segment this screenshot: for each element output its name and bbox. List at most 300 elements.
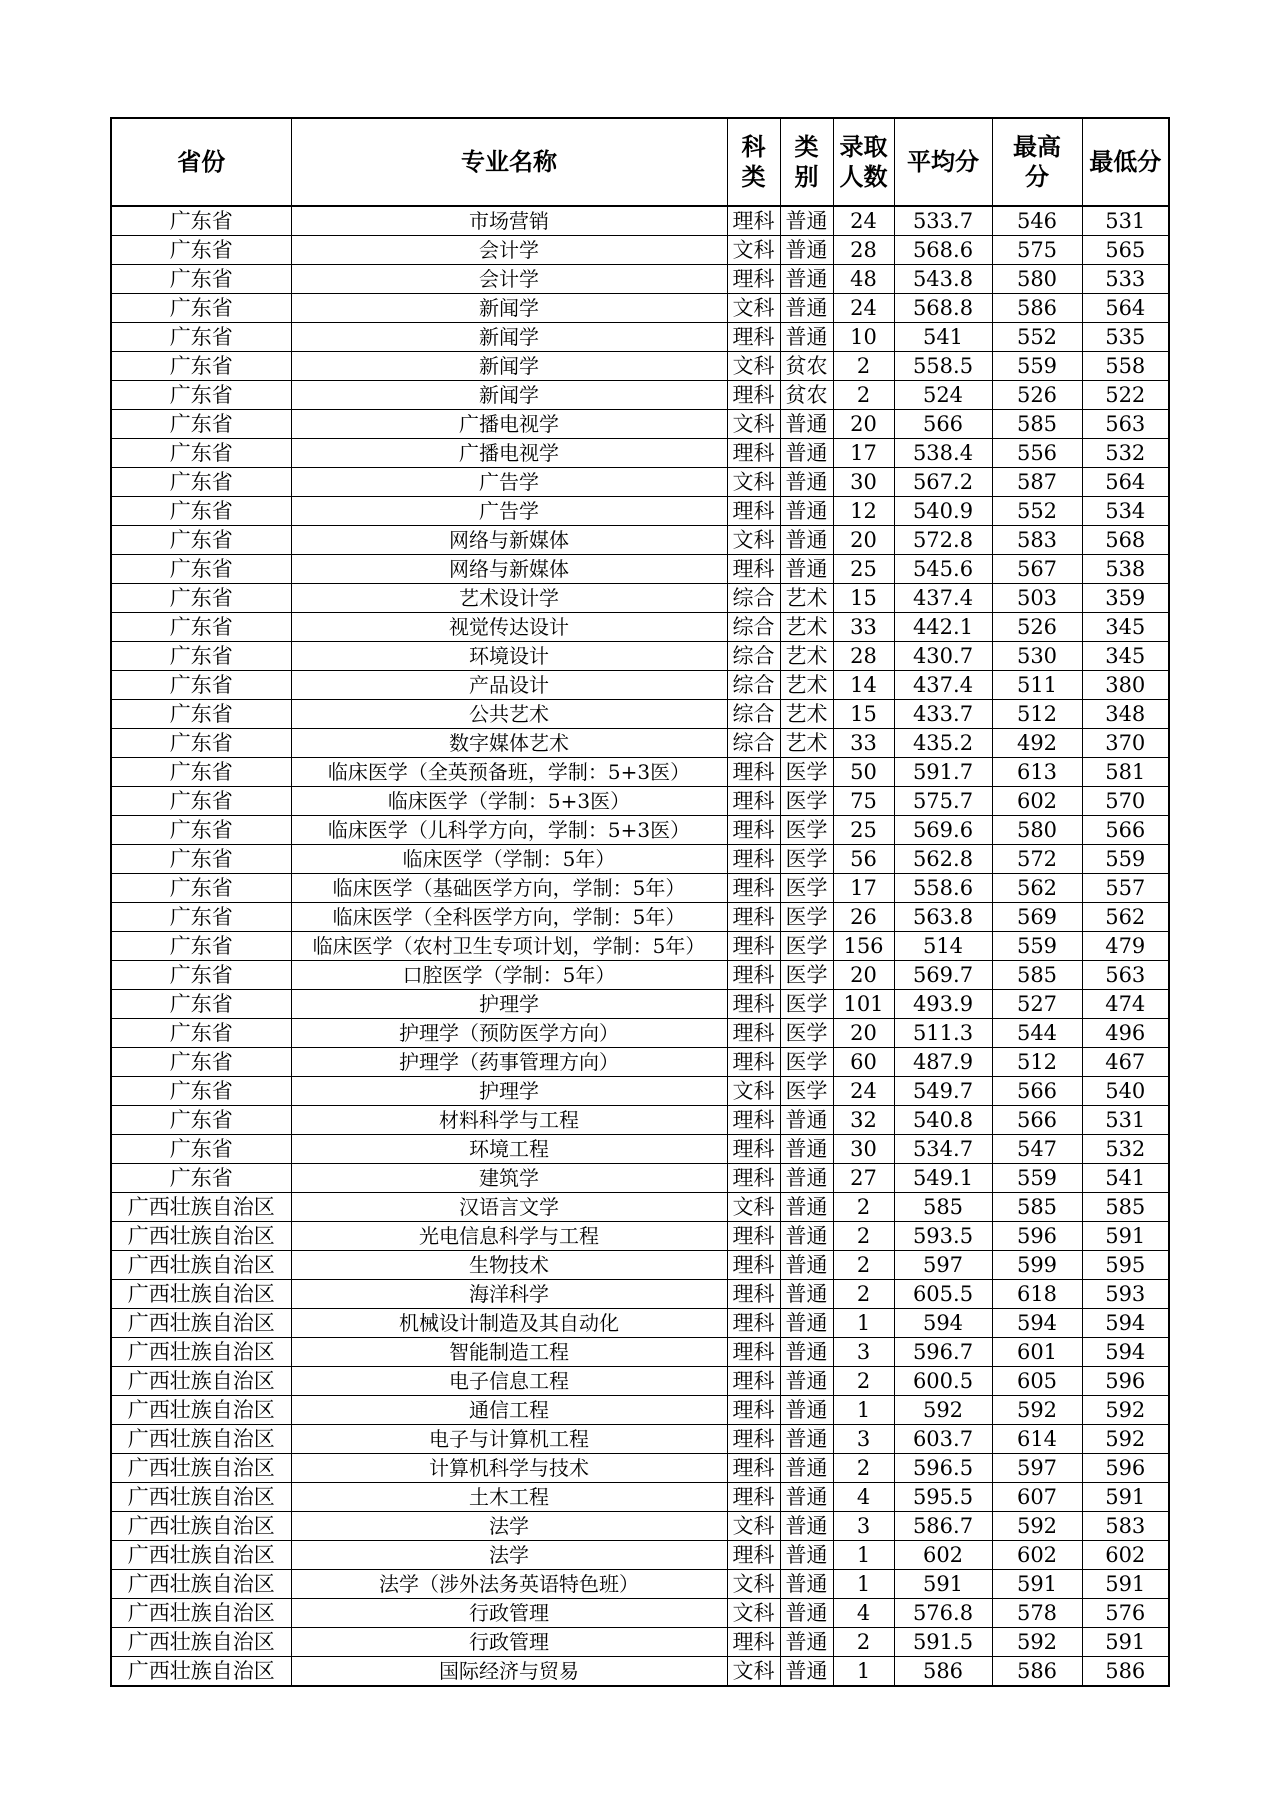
- cell-category: 艺术: [780, 613, 833, 642]
- cell-average-score: 558.6: [894, 874, 992, 903]
- cell-min-score: 540: [1082, 1077, 1169, 1106]
- cell-province: 广西壮族自治区: [111, 1193, 291, 1222]
- cell-province: 广东省: [111, 700, 291, 729]
- cell-major: 电子信息工程: [291, 1367, 727, 1396]
- cell-category: 贫农: [780, 381, 833, 410]
- cell-subject: 理科: [727, 1280, 780, 1309]
- cell-major: 临床医学（儿科学方向，学制：5+3医）: [291, 816, 727, 845]
- cell-average-score: 442.1: [894, 613, 992, 642]
- cell-major: 艺术设计学: [291, 584, 727, 613]
- cell-average-score: 540.8: [894, 1106, 992, 1135]
- cell-subject: 理科: [727, 961, 780, 990]
- cell-enrollment: 26: [833, 903, 894, 932]
- cell-major: 临床医学（学制：5年）: [291, 845, 727, 874]
- table-row: [111, 1483, 1169, 1512]
- cell-subject: 理科: [727, 1425, 780, 1454]
- cell-subject: 理科: [727, 1106, 780, 1135]
- cell-average-score: 596.5: [894, 1454, 992, 1483]
- cell-average-score: 569.7: [894, 961, 992, 990]
- cell-major: 生物技术: [291, 1251, 727, 1280]
- cell-enrollment: 28: [833, 642, 894, 671]
- cell-enrollment: 24: [833, 294, 894, 323]
- cell-subject: 理科: [727, 1309, 780, 1338]
- header-province: 省份: [111, 118, 291, 206]
- table-row: [111, 961, 1169, 990]
- header-min-score: 最低分: [1082, 118, 1169, 206]
- cell-min-score: 562: [1082, 903, 1169, 932]
- cell-enrollment: 17: [833, 439, 894, 468]
- cell-min-score: 566: [1082, 816, 1169, 845]
- cell-subject: 理科: [727, 1338, 780, 1367]
- cell-province: 广东省: [111, 265, 291, 294]
- cell-subject: 理科: [727, 323, 780, 352]
- table-row: [111, 1280, 1169, 1309]
- cell-province: 广东省: [111, 323, 291, 352]
- cell-category: 医学: [780, 845, 833, 874]
- cell-min-score: 345: [1082, 642, 1169, 671]
- cell-category: 普通: [780, 1657, 833, 1687]
- table-row: [111, 1164, 1169, 1193]
- cell-subject: 理科: [727, 439, 780, 468]
- cell-min-score: 591: [1082, 1483, 1169, 1512]
- cell-average-score: 585: [894, 1193, 992, 1222]
- cell-major: 产品设计: [291, 671, 727, 700]
- cell-category: 普通: [780, 236, 833, 265]
- cell-category: 普通: [780, 1454, 833, 1483]
- cell-category: 贫农: [780, 352, 833, 381]
- cell-enrollment: 25: [833, 555, 894, 584]
- cell-major: 市场营销: [291, 206, 727, 236]
- cell-max-score: 556: [992, 439, 1082, 468]
- cell-major: 新闻学: [291, 294, 727, 323]
- cell-major: 临床医学（全英预备班，学制：5+3医）: [291, 758, 727, 787]
- cell-province: 广东省: [111, 410, 291, 439]
- cell-major: 数字媒体艺术: [291, 729, 727, 758]
- cell-category: 普通: [780, 294, 833, 323]
- table-row: [111, 323, 1169, 352]
- cell-max-score: 562: [992, 874, 1082, 903]
- table-row: [111, 1251, 1169, 1280]
- cell-max-score: 547: [992, 1135, 1082, 1164]
- cell-subject: 理科: [727, 787, 780, 816]
- table-row: [111, 1541, 1169, 1570]
- header-subject: 科 类: [727, 118, 780, 206]
- cell-enrollment: 30: [833, 468, 894, 497]
- table-row: [111, 1106, 1169, 1135]
- cell-major: 法学: [291, 1541, 727, 1570]
- cell-province: 广东省: [111, 1135, 291, 1164]
- cell-average-score: 593.5: [894, 1222, 992, 1251]
- cell-average-score: 543.8: [894, 265, 992, 294]
- cell-category: 普通: [780, 1251, 833, 1280]
- cell-enrollment: 2: [833, 381, 894, 410]
- cell-min-score: 564: [1082, 468, 1169, 497]
- cell-average-score: 568.8: [894, 294, 992, 323]
- cell-major: 法学: [291, 1512, 727, 1541]
- cell-province: 广东省: [111, 439, 291, 468]
- cell-major: 环境设计: [291, 642, 727, 671]
- cell-province: 广东省: [111, 1106, 291, 1135]
- cell-major: 建筑学: [291, 1164, 727, 1193]
- table-row: [111, 265, 1169, 294]
- cell-average-score: 545.6: [894, 555, 992, 584]
- cell-province: 广东省: [111, 381, 291, 410]
- table-row: [111, 410, 1169, 439]
- cell-max-score: 580: [992, 816, 1082, 845]
- cell-subject: 理科: [727, 845, 780, 874]
- cell-min-score: 535: [1082, 323, 1169, 352]
- cell-province: 广西壮族自治区: [111, 1483, 291, 1512]
- cell-province: 广西壮族自治区: [111, 1657, 291, 1687]
- cell-subject: 理科: [727, 874, 780, 903]
- cell-subject: 理科: [727, 206, 780, 236]
- cell-average-score: 569.6: [894, 816, 992, 845]
- cell-category: 普通: [780, 1628, 833, 1657]
- cell-min-score: 576: [1082, 1599, 1169, 1628]
- cell-category: 医学: [780, 990, 833, 1019]
- cell-average-score: 586: [894, 1657, 992, 1687]
- table-row: [111, 1628, 1169, 1657]
- cell-category: 普通: [780, 1338, 833, 1367]
- cell-average-score: 533.7: [894, 206, 992, 236]
- cell-subject: 理科: [727, 1048, 780, 1077]
- cell-enrollment: 30: [833, 1135, 894, 1164]
- cell-min-score: 380: [1082, 671, 1169, 700]
- cell-max-score: 597: [992, 1454, 1082, 1483]
- cell-max-score: 530: [992, 642, 1082, 671]
- cell-major: 汉语言文学: [291, 1193, 727, 1222]
- cell-province: 广西壮族自治区: [111, 1425, 291, 1454]
- cell-max-score: 602: [992, 787, 1082, 816]
- cell-category: 医学: [780, 874, 833, 903]
- cell-province: 广东省: [111, 990, 291, 1019]
- cell-subject: 理科: [727, 1164, 780, 1193]
- cell-subject: 文科: [727, 410, 780, 439]
- cell-max-score: 596: [992, 1222, 1082, 1251]
- cell-average-score: 435.2: [894, 729, 992, 758]
- cell-major: 行政管理: [291, 1628, 727, 1657]
- cell-category: 普通: [780, 206, 833, 236]
- table-row: [111, 497, 1169, 526]
- cell-max-score: 572: [992, 845, 1082, 874]
- cell-min-score: 474: [1082, 990, 1169, 1019]
- cell-max-score: 546: [992, 206, 1082, 236]
- cell-major: 临床医学（全科医学方向，学制：5年）: [291, 903, 727, 932]
- cell-subject: 理科: [727, 381, 780, 410]
- cell-enrollment: 20: [833, 526, 894, 555]
- cell-subject: 文科: [727, 1570, 780, 1599]
- cell-subject: 理科: [727, 990, 780, 1019]
- cell-average-score: 576.8: [894, 1599, 992, 1628]
- cell-category: 艺术: [780, 671, 833, 700]
- cell-province: 广东省: [111, 729, 291, 758]
- cell-category: 医学: [780, 903, 833, 932]
- cell-average-score: 594: [894, 1309, 992, 1338]
- table-row: [111, 1599, 1169, 1628]
- cell-province: 广西壮族自治区: [111, 1280, 291, 1309]
- cell-province: 广东省: [111, 555, 291, 584]
- cell-major: 行政管理: [291, 1599, 727, 1628]
- cell-min-score: 538: [1082, 555, 1169, 584]
- cell-min-score: 467: [1082, 1048, 1169, 1077]
- cell-enrollment: 2: [833, 1251, 894, 1280]
- cell-major: 视觉传达设计: [291, 613, 727, 642]
- cell-average-score: 558.5: [894, 352, 992, 381]
- cell-min-score: 564: [1082, 294, 1169, 323]
- cell-average-score: 603.7: [894, 1425, 992, 1454]
- cell-province: 广东省: [111, 1048, 291, 1077]
- cell-category: 普通: [780, 1135, 833, 1164]
- cell-min-score: 596: [1082, 1454, 1169, 1483]
- cell-max-score: 592: [992, 1628, 1082, 1657]
- cell-average-score: 433.7: [894, 700, 992, 729]
- cell-average-score: 605.5: [894, 1280, 992, 1309]
- cell-average-score: 524: [894, 381, 992, 410]
- cell-max-score: 592: [992, 1512, 1082, 1541]
- cell-max-score: 566: [992, 1106, 1082, 1135]
- cell-category: 普通: [780, 1106, 833, 1135]
- cell-average-score: 540.9: [894, 497, 992, 526]
- cell-enrollment: 1: [833, 1657, 894, 1687]
- cell-province: 广东省: [111, 206, 291, 236]
- cell-major: 广播电视学: [291, 439, 727, 468]
- cell-enrollment: 3: [833, 1512, 894, 1541]
- header-average-score: 平均分: [894, 118, 992, 206]
- cell-enrollment: 3: [833, 1425, 894, 1454]
- cell-province: 广东省: [111, 497, 291, 526]
- cell-min-score: 532: [1082, 439, 1169, 468]
- cell-category: 普通: [780, 497, 833, 526]
- cell-subject: 理科: [727, 555, 780, 584]
- cell-subject: 文科: [727, 294, 780, 323]
- cell-min-score: 602: [1082, 1541, 1169, 1570]
- cell-min-score: 594: [1082, 1338, 1169, 1367]
- cell-max-score: 587: [992, 468, 1082, 497]
- cell-subject: 理科: [727, 1367, 780, 1396]
- table-row: [111, 206, 1169, 236]
- cell-max-score: 614: [992, 1425, 1082, 1454]
- cell-max-score: 586: [992, 294, 1082, 323]
- cell-enrollment: 10: [833, 323, 894, 352]
- cell-min-score: 479: [1082, 932, 1169, 961]
- cell-average-score: 572.8: [894, 526, 992, 555]
- cell-max-score: 527: [992, 990, 1082, 1019]
- cell-province: 广东省: [111, 932, 291, 961]
- cell-max-score: 575: [992, 236, 1082, 265]
- cell-province: 广东省: [111, 787, 291, 816]
- cell-province: 广东省: [111, 671, 291, 700]
- cell-min-score: 595: [1082, 1251, 1169, 1280]
- cell-max-score: 618: [992, 1280, 1082, 1309]
- cell-category: 普通: [780, 1280, 833, 1309]
- cell-enrollment: 1: [833, 1541, 894, 1570]
- cell-enrollment: 20: [833, 1019, 894, 1048]
- cell-subject: 理科: [727, 1135, 780, 1164]
- cell-category: 普通: [780, 1570, 833, 1599]
- cell-province: 广东省: [111, 584, 291, 613]
- cell-province: 广西壮族自治区: [111, 1367, 291, 1396]
- cell-province: 广东省: [111, 642, 291, 671]
- cell-min-score: 531: [1082, 1106, 1169, 1135]
- cell-max-score: 492: [992, 729, 1082, 758]
- cell-province: 广东省: [111, 874, 291, 903]
- cell-major: 电子与计算机工程: [291, 1425, 727, 1454]
- cell-min-score: 496: [1082, 1019, 1169, 1048]
- cell-province: 广东省: [111, 1077, 291, 1106]
- table-row: [111, 1222, 1169, 1251]
- cell-major: 计算机科学与技术: [291, 1454, 727, 1483]
- cell-major: 通信工程: [291, 1396, 727, 1425]
- cell-subject: 理科: [727, 1454, 780, 1483]
- cell-subject: 综合: [727, 642, 780, 671]
- cell-subject: 文科: [727, 1512, 780, 1541]
- table-row: [111, 526, 1169, 555]
- cell-min-score: 563: [1082, 410, 1169, 439]
- cell-province: 广东省: [111, 294, 291, 323]
- cell-subject: 综合: [727, 700, 780, 729]
- cell-subject: 理科: [727, 903, 780, 932]
- cell-min-score: 586: [1082, 1657, 1169, 1687]
- cell-province: 广东省: [111, 816, 291, 845]
- cell-category: 普通: [780, 1425, 833, 1454]
- cell-major: 会计学: [291, 236, 727, 265]
- cell-average-score: 541: [894, 323, 992, 352]
- cell-subject: 理科: [727, 1222, 780, 1251]
- cell-province: 广西壮族自治区: [111, 1338, 291, 1367]
- header-max-score: 最高 分: [992, 118, 1082, 206]
- cell-average-score: 549.1: [894, 1164, 992, 1193]
- cell-category: 艺术: [780, 729, 833, 758]
- cell-province: 广东省: [111, 903, 291, 932]
- table-row: [111, 903, 1169, 932]
- cell-max-score: 544: [992, 1019, 1082, 1048]
- cell-max-score: 559: [992, 932, 1082, 961]
- table-row: [111, 874, 1169, 903]
- cell-average-score: 586.7: [894, 1512, 992, 1541]
- table-row: [111, 816, 1169, 845]
- cell-max-score: 512: [992, 1048, 1082, 1077]
- table-row: [111, 1396, 1169, 1425]
- table-row: [111, 1367, 1169, 1396]
- cell-major: 临床医学（学制：5+3医）: [291, 787, 727, 816]
- cell-max-score: 526: [992, 613, 1082, 642]
- cell-average-score: 437.4: [894, 671, 992, 700]
- cell-min-score: 591: [1082, 1628, 1169, 1657]
- cell-max-score: 512: [992, 700, 1082, 729]
- cell-max-score: 599: [992, 1251, 1082, 1280]
- cell-major: 土木工程: [291, 1483, 727, 1512]
- cell-max-score: 578: [992, 1599, 1082, 1628]
- cell-max-score: 552: [992, 497, 1082, 526]
- cell-enrollment: 4: [833, 1483, 894, 1512]
- cell-max-score: 569: [992, 903, 1082, 932]
- cell-min-score: 585: [1082, 1193, 1169, 1222]
- cell-subject: 综合: [727, 584, 780, 613]
- table-row: [111, 468, 1169, 497]
- cell-max-score: 526: [992, 381, 1082, 410]
- cell-average-score: 600.5: [894, 1367, 992, 1396]
- table-row: [111, 671, 1169, 700]
- cell-province: 广西壮族自治区: [111, 1251, 291, 1280]
- cell-average-score: 437.4: [894, 584, 992, 613]
- cell-enrollment: 1: [833, 1396, 894, 1425]
- cell-province: 广东省: [111, 1019, 291, 1048]
- cell-major: 法学（涉外法务英语特色班）: [291, 1570, 727, 1599]
- cell-enrollment: 2: [833, 1222, 894, 1251]
- cell-min-score: 534: [1082, 497, 1169, 526]
- cell-province: 广东省: [111, 468, 291, 497]
- cell-average-score: 487.9: [894, 1048, 992, 1077]
- cell-max-score: 592: [992, 1396, 1082, 1425]
- cell-average-score: 591.7: [894, 758, 992, 787]
- cell-category: 普通: [780, 1541, 833, 1570]
- table-row: [111, 700, 1169, 729]
- cell-subject: 理科: [727, 1396, 780, 1425]
- cell-average-score: 514: [894, 932, 992, 961]
- cell-enrollment: 17: [833, 874, 894, 903]
- cell-max-score: 607: [992, 1483, 1082, 1512]
- cell-average-score: 567.2: [894, 468, 992, 497]
- table-row: [111, 1019, 1169, 1048]
- cell-average-score: 575.7: [894, 787, 992, 816]
- cell-subject: 理科: [727, 265, 780, 294]
- cell-category: 艺术: [780, 642, 833, 671]
- cell-subject: 文科: [727, 236, 780, 265]
- cell-category: 普通: [780, 468, 833, 497]
- table-row: [111, 642, 1169, 671]
- cell-category: 普通: [780, 1164, 833, 1193]
- table-row: [111, 1135, 1169, 1164]
- cell-enrollment: 32: [833, 1106, 894, 1135]
- cell-category: 艺术: [780, 584, 833, 613]
- table-row: [111, 584, 1169, 613]
- cell-enrollment: 20: [833, 410, 894, 439]
- cell-average-score: 430.7: [894, 642, 992, 671]
- cell-max-score: 552: [992, 323, 1082, 352]
- cell-min-score: 596: [1082, 1367, 1169, 1396]
- cell-enrollment: 33: [833, 729, 894, 758]
- cell-major: 护理学: [291, 1077, 727, 1106]
- cell-subject: 理科: [727, 1019, 780, 1048]
- cell-major: 网络与新媒体: [291, 526, 727, 555]
- cell-subject: 理科: [727, 1628, 780, 1657]
- cell-max-score: 591: [992, 1570, 1082, 1599]
- cell-min-score: 558: [1082, 352, 1169, 381]
- cell-major: 海洋科学: [291, 1280, 727, 1309]
- cell-min-score: 532: [1082, 1135, 1169, 1164]
- cell-max-score: 586: [992, 1657, 1082, 1687]
- cell-max-score: 511: [992, 671, 1082, 700]
- table-row: [111, 1309, 1169, 1338]
- cell-average-score: 563.8: [894, 903, 992, 932]
- cell-subject: 文科: [727, 352, 780, 381]
- cell-enrollment: 2: [833, 1280, 894, 1309]
- cell-enrollment: 3: [833, 1338, 894, 1367]
- cell-min-score: 522: [1082, 381, 1169, 410]
- cell-category: 普通: [780, 1483, 833, 1512]
- cell-max-score: 605: [992, 1367, 1082, 1396]
- cell-min-score: 570: [1082, 787, 1169, 816]
- cell-subject: 文科: [727, 1077, 780, 1106]
- cell-average-score: 538.4: [894, 439, 992, 468]
- cell-min-score: 348: [1082, 700, 1169, 729]
- cell-category: 普通: [780, 1222, 833, 1251]
- cell-major: 机械设计制造及其自动化: [291, 1309, 727, 1338]
- cell-enrollment: 2: [833, 352, 894, 381]
- table-row: [111, 236, 1169, 265]
- cell-average-score: 591.5: [894, 1628, 992, 1657]
- cell-province: 广西壮族自治区: [111, 1541, 291, 1570]
